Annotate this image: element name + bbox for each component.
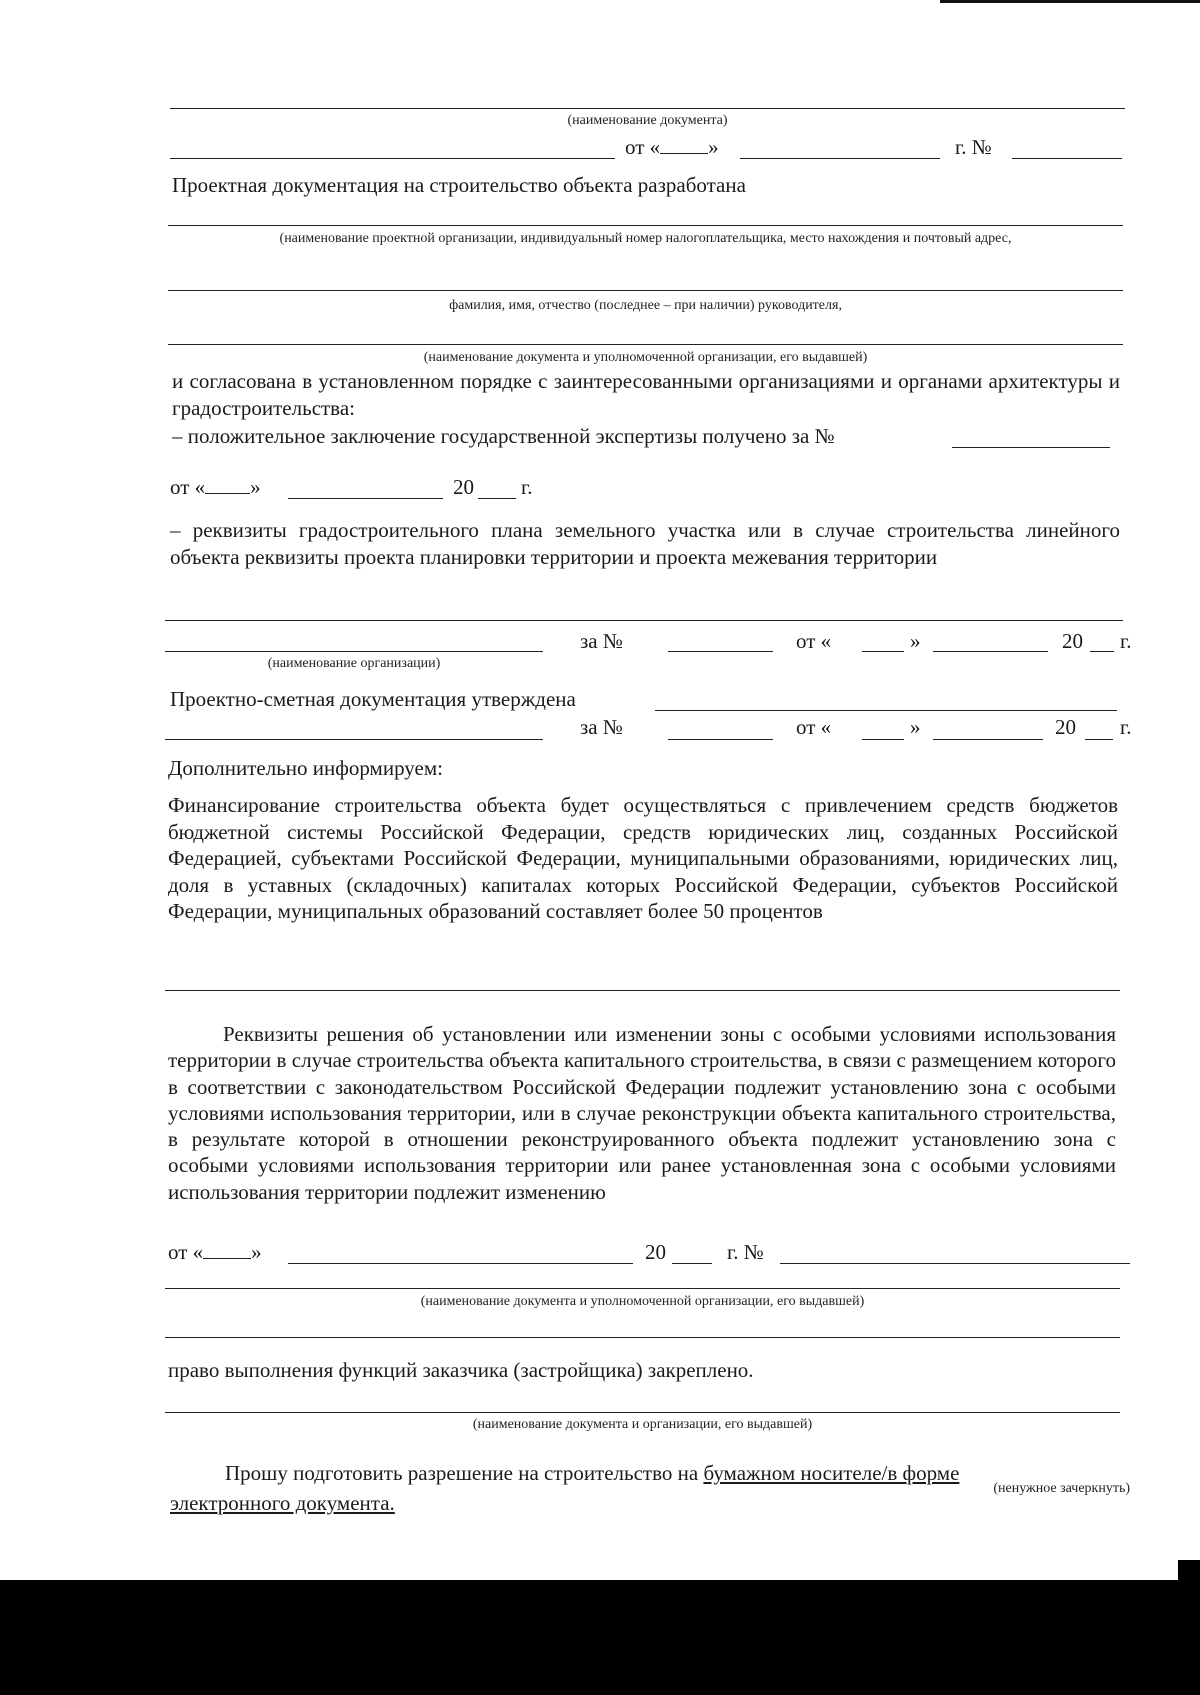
year-blank[interactable]: [672, 1263, 712, 1264]
zone-date-line: [168, 1239, 262, 1265]
year-prefix: 20: [645, 1240, 666, 1264]
from-label: от «: [625, 135, 661, 159]
zone-doc-line[interactable]: [165, 1288, 1120, 1289]
org-name-blank[interactable]: [165, 651, 543, 652]
month-blank[interactable]: [288, 1263, 633, 1264]
line-left: [170, 158, 615, 159]
from-label: от «: [796, 629, 832, 653]
za-no-blank[interactable]: [668, 739, 773, 740]
year-prefix: 20: [1055, 715, 1076, 739]
scan-edge-top: [940, 0, 1200, 3]
caption-doc-and-org-1: (наименование документа и уполномоченной организации, его выдавшей): [423, 350, 868, 365]
year-suffix: г.: [521, 475, 533, 499]
year-suffix: г.: [1120, 715, 1132, 739]
zone-paragraph: Реквизиты решения об установлении или изменении зоны с особыми условиями использования территории в случае строительства объекта капитального строительства, в связи с размещением которого в соответствии с законодательством Российской Федерации подлежит установлению зона с особыми условиями использования территории, или в случае реконструкции объекта капитального строительства, в результате которой в отношении реконструированного объекта подлежит установлению зона с особыми условиями использования территории или ранее установленная зона с особыми условиями использования территории подлежит изменению: [168, 1022, 1116, 1204]
financing-paragraph: Финансирование строительства объекта будет осуществляться с привлечением средств бюджетов бюджетной системы Российской Федерации, средств юридических лиц, созданных Российской Федерацией, субъектами Российской Федерации, муниципальными образованиями, юридических лиц, доля в уставных (складочных) капиталах которых Российской Федерации, субъектов Российской Федерации, муниципальных образований составляет более 50 процентов: [168, 793, 1118, 923]
project-doc-developed: Проектная документация на строительство объекта разработана: [172, 173, 746, 197]
day-blank[interactable]: [862, 739, 904, 740]
caption-strike: (ненужное зачеркнуть): [993, 1481, 1130, 1496]
request-lead: Прошу подготовить разрешение на строительство на: [225, 1461, 699, 1485]
scan-edge-right: [1178, 1560, 1200, 1580]
project-org-line[interactable]: [168, 225, 1123, 226]
number-blank[interactable]: [1012, 158, 1122, 159]
from-label: от «: [168, 1240, 204, 1264]
caption-doc-and-org-2: (наименование документа и уполномоченной организации, его выдавшей): [420, 1294, 865, 1309]
expertise-text: – положительное заключение государственной экспертизы получено за №: [172, 424, 835, 448]
request-form-electronic[interactable]: электронного документа.: [170, 1491, 395, 1515]
quote-close: »: [251, 1240, 262, 1264]
customer-right-text: право выполнения функций заказчика (застройщика) закреплено.: [168, 1358, 754, 1382]
quote-close: »: [910, 715, 921, 739]
number-label: г. №: [955, 135, 992, 159]
financing-line[interactable]: [165, 990, 1120, 991]
number-label: г. №: [727, 1240, 764, 1264]
day-blank[interactable]: [660, 135, 708, 154]
additional-info-label: Дополнительно информируем:: [168, 756, 443, 780]
quote-close: »: [250, 475, 261, 499]
psd-org-blank[interactable]: [165, 739, 543, 740]
caption-head-name: фамилия, имя, отчество (последнее – при наличии) руководителя,: [449, 298, 842, 313]
expertise-number-blank[interactable]: [952, 447, 1110, 448]
psd-approved-blank[interactable]: [655, 710, 1117, 711]
month-blank[interactable]: [933, 739, 1043, 740]
month-blank[interactable]: [288, 498, 443, 499]
day-blank[interactable]: [862, 651, 904, 652]
za-no-label: за №: [580, 629, 623, 653]
month-blank[interactable]: [740, 158, 940, 159]
customer-doc-line[interactable]: [165, 1412, 1120, 1413]
request-form-paper[interactable]: бумажном носителе/в форме: [703, 1461, 960, 1485]
number-blank[interactable]: [780, 1263, 1130, 1264]
year-blank[interactable]: [1085, 739, 1113, 740]
from-label: от «: [796, 715, 832, 739]
year-prefix: 20: [453, 475, 474, 499]
from-label: от «: [170, 475, 206, 499]
head-name-line[interactable]: [168, 290, 1123, 291]
zone-extra-line[interactable]: [165, 1337, 1120, 1338]
request-text: [225, 1460, 959, 1486]
year-blank[interactable]: [478, 498, 516, 499]
za-no-blank[interactable]: [668, 651, 773, 652]
day-blank[interactable]: [205, 475, 250, 494]
caption-org-name: (наименование организации): [267, 656, 441, 671]
date-from-line: [625, 134, 719, 160]
psd-approved-text: Проектно-сметная документация утверждена: [170, 687, 576, 711]
caption-document-name: (наименование документа): [567, 113, 728, 128]
document-name-line: [170, 108, 1125, 109]
year-prefix: 20: [1062, 629, 1083, 653]
scan-edge-bottom: [0, 1580, 1200, 1695]
caption-doc-org: (наименование документа и организации, его выдавшей): [472, 1417, 813, 1432]
caption-project-org: (наименование проектной организации, индивидуальный номер налогоплательщика, место нахождения и почтовый адрес,: [279, 231, 1012, 246]
year-suffix: г.: [1120, 629, 1132, 653]
quote-close: »: [910, 629, 921, 653]
month-blank[interactable]: [933, 651, 1048, 652]
expertise-date-line: [170, 474, 261, 500]
doc-and-org-line[interactable]: [168, 344, 1123, 345]
year-blank[interactable]: [1090, 651, 1114, 652]
quote-close: »: [708, 135, 719, 159]
gpzu-line[interactable]: [165, 620, 1123, 621]
gpzu-paragraph: – реквизиты градостроительного плана земельного участка или в случае строительства линейного объекта реквизиты проекта планировки территории и проекта межевания территории: [170, 518, 1120, 569]
day-blank[interactable]: [203, 1240, 251, 1259]
za-no-label: за №: [580, 715, 623, 739]
agreed-paragraph: и согласована в установленном порядке с заинтересованными организациями и органами архитектуры и градостроительства:: [172, 369, 1120, 420]
